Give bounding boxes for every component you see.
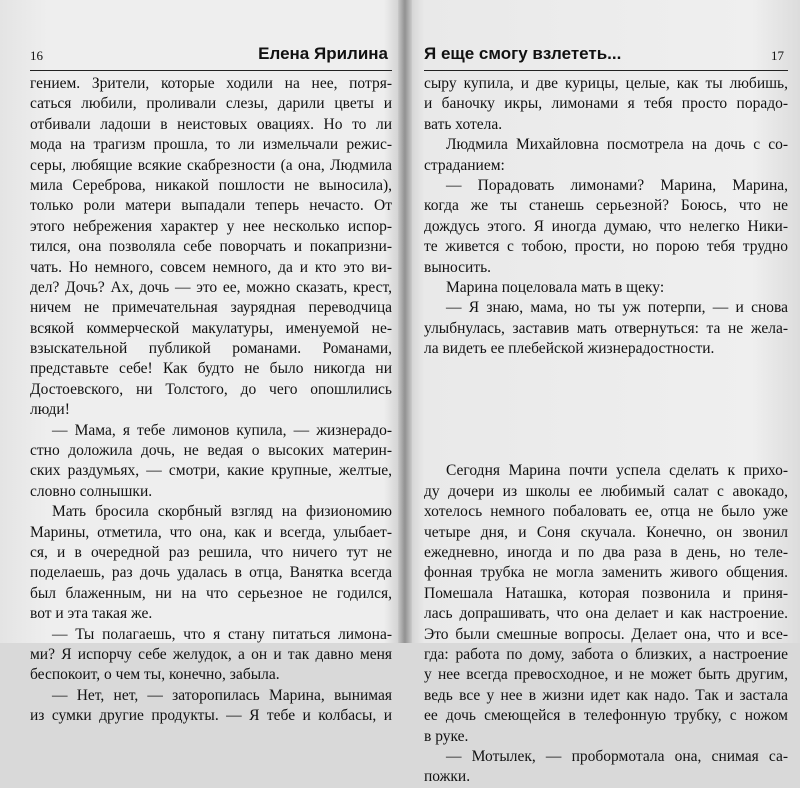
text-line: — Порадовать лимонами? Марина, Марина, bbox=[446, 176, 788, 194]
text-line: лась допрашивать, что она делает и как настроение. bbox=[424, 605, 788, 623]
right-running-title: Я еще смогу взлететь... bbox=[424, 44, 622, 63]
text-line: поделаешь, раз дочь удалась в отца, Ванятка всегда bbox=[30, 564, 392, 582]
text-line: всякой коммерческой макулатуры, именуемой не- bbox=[30, 319, 392, 337]
text-line: отбивали ладоши в неистовых овациях. Но то ли bbox=[30, 115, 392, 133]
text-line: мила Сереброва, никакой пошлости не выносила), bbox=[30, 176, 392, 194]
text-line: Это были смешные вопросы. Делает она, что и все- bbox=[424, 625, 788, 643]
text-line: ежедневно, иногда и по два раза в день, но теле- bbox=[424, 544, 788, 562]
text-line: — Мама, я тебе лимонов купила, — жизнерадо- bbox=[52, 421, 392, 439]
text-line: в руке. bbox=[424, 727, 469, 745]
right-header-rule bbox=[424, 70, 788, 71]
text-line: мода на трагизм прошла, то ли измельчали режис- bbox=[30, 136, 392, 154]
right-page-text bbox=[424, 74, 788, 788]
text-line: саться любили, проливали слезы, дарили цветы и bbox=[30, 95, 392, 113]
text-line: беспокоит, о чем ты, конечно, забыла. bbox=[30, 666, 280, 684]
text-line: сыру купила, и две курицы, целые, как ты любишь, bbox=[424, 75, 788, 92]
text-line: вать хотела. bbox=[424, 115, 503, 133]
text-line: из сумки другие продукты. — Я тебе и колбасы, и bbox=[30, 707, 392, 725]
text-line: — Ты полагаешь, что я стану питаться лимона- bbox=[52, 625, 392, 643]
text-line: выносить. bbox=[424, 258, 492, 276]
text-line: Людмила Михайловна посмотрела на дочь с со- bbox=[446, 136, 788, 154]
text-line: чать. Но немного, совсем немного, да и кто это ви- bbox=[30, 258, 392, 276]
text-line: представьте себе! Как будто не было никогда ни bbox=[30, 360, 392, 378]
text-line: вот и эта такая же. bbox=[30, 605, 153, 623]
text-line: ее дочь смеющейся в телефонную трубку, с ножом bbox=[424, 707, 788, 725]
right-text-block-top bbox=[424, 74, 788, 359]
text-line: Марина поцеловала мать в щеку: bbox=[446, 278, 665, 296]
text-line: фонная трубка не могла заменить живого общения. bbox=[424, 564, 788, 582]
text-line: этого небрежения характер у нее несколько испор- bbox=[30, 217, 392, 235]
text-line: ми? Я испорчу себе желудок, а он и так давно меня bbox=[30, 645, 392, 663]
text-line: ничем не примечательная заурядная переводчица bbox=[30, 299, 392, 317]
text-line: словно солнышки. bbox=[30, 482, 153, 500]
text-line: те живется с тобою, прости, но порою тебя трудно bbox=[424, 238, 788, 256]
right-running-head bbox=[424, 44, 784, 68]
text-line: гением. Зрители, которые ходили на нее, потря- bbox=[30, 75, 392, 92]
text-line: улыбнулась, заставив мать отвернуться: та не жела- bbox=[424, 319, 788, 337]
text-line: — Мотылек, — пробормотала она, снимая са- bbox=[446, 747, 788, 765]
text-line: Помешала Наташка, которая позвонила и приня- bbox=[424, 584, 788, 602]
left-page bbox=[0, 0, 398, 725]
book-gutter bbox=[398, 0, 412, 643]
right-text-block-bottom bbox=[424, 461, 788, 787]
text-line: у нее всегда превосходное, и не может быть другим, bbox=[424, 666, 788, 684]
right-page bbox=[412, 0, 800, 786]
text-line: серы, любящие всякие скабрезности (а она, Людмила bbox=[30, 156, 392, 174]
text-line: когда же ты станешь серьезной? Боюсь, что не bbox=[424, 197, 788, 215]
section-break bbox=[424, 359, 788, 461]
text-line: только роли матери выпадали теперь нечасто. От bbox=[30, 197, 392, 215]
right-page-number: 17 bbox=[771, 48, 784, 63]
text-line: Достоевского, ни Толстого, до чего опошлились bbox=[30, 380, 392, 398]
text-line: ла видеть ее плебейской жизнерадостности. bbox=[424, 340, 715, 358]
text-line: стно доложила дочь, не ведая о высоких материн- bbox=[30, 442, 392, 460]
text-line: — Нет, нет, — заторопилась Марина, вынимая bbox=[52, 686, 392, 704]
text-line: Сегодня Марина почти успела сделать к прихо- bbox=[446, 462, 788, 480]
text-line: четыре дня, и Соня скучала. Конечно, он звонил bbox=[424, 523, 788, 541]
text-line: ся, и в очередной раз решила, что ничего тут не bbox=[30, 543, 392, 561]
text-line: ведь все у нее в жизни идет как надо. Так и застала bbox=[424, 686, 788, 704]
text-line: страданием: bbox=[424, 156, 505, 174]
left-header-rule bbox=[30, 70, 392, 71]
left-running-title: Елена Ярилина bbox=[258, 44, 388, 63]
text-line: пожки. bbox=[424, 768, 471, 786]
text-line: ских раздумьях, — смотри, какие крупные, желтые, bbox=[30, 462, 392, 480]
text-line: Марины, отметила, что она, как и всегда, улыбает- bbox=[30, 523, 392, 541]
text-line: ду дочери из школы ее любимый салат с авокадо, bbox=[424, 482, 788, 500]
text-line: взыскательной публикой романами. Романами, bbox=[30, 340, 392, 358]
left-page-number: 16 bbox=[30, 48, 43, 63]
left-page-text bbox=[30, 74, 392, 727]
text-line: был блаженным, ни на что серьезное не годился, bbox=[30, 584, 392, 602]
text-line: Мать бросила скорбный взгляд на физиономию bbox=[52, 503, 392, 521]
text-line: гда: работа по дому, забота о близких, а настроение bbox=[424, 645, 788, 663]
text-line: дел? Дочь? Ах, дочь — это ее, можно сказать, крест, bbox=[30, 278, 392, 296]
left-running-head bbox=[30, 44, 390, 68]
text-line: люди! bbox=[30, 401, 70, 419]
text-line: дождусь этого. Я иногда думаю, что нелегко Ники- bbox=[424, 217, 788, 235]
text-line: хотелось немного побаловать ее, отца не было уже bbox=[424, 503, 788, 521]
text-line: тился, она позволяла себе поворчать и покапризни- bbox=[30, 238, 392, 256]
text-line: — Я знаю, мама, но ты уж потерпи, — и снова bbox=[446, 299, 788, 317]
text-line: и баночку икры, лимонами я тебя просто порадо- bbox=[424, 95, 788, 113]
